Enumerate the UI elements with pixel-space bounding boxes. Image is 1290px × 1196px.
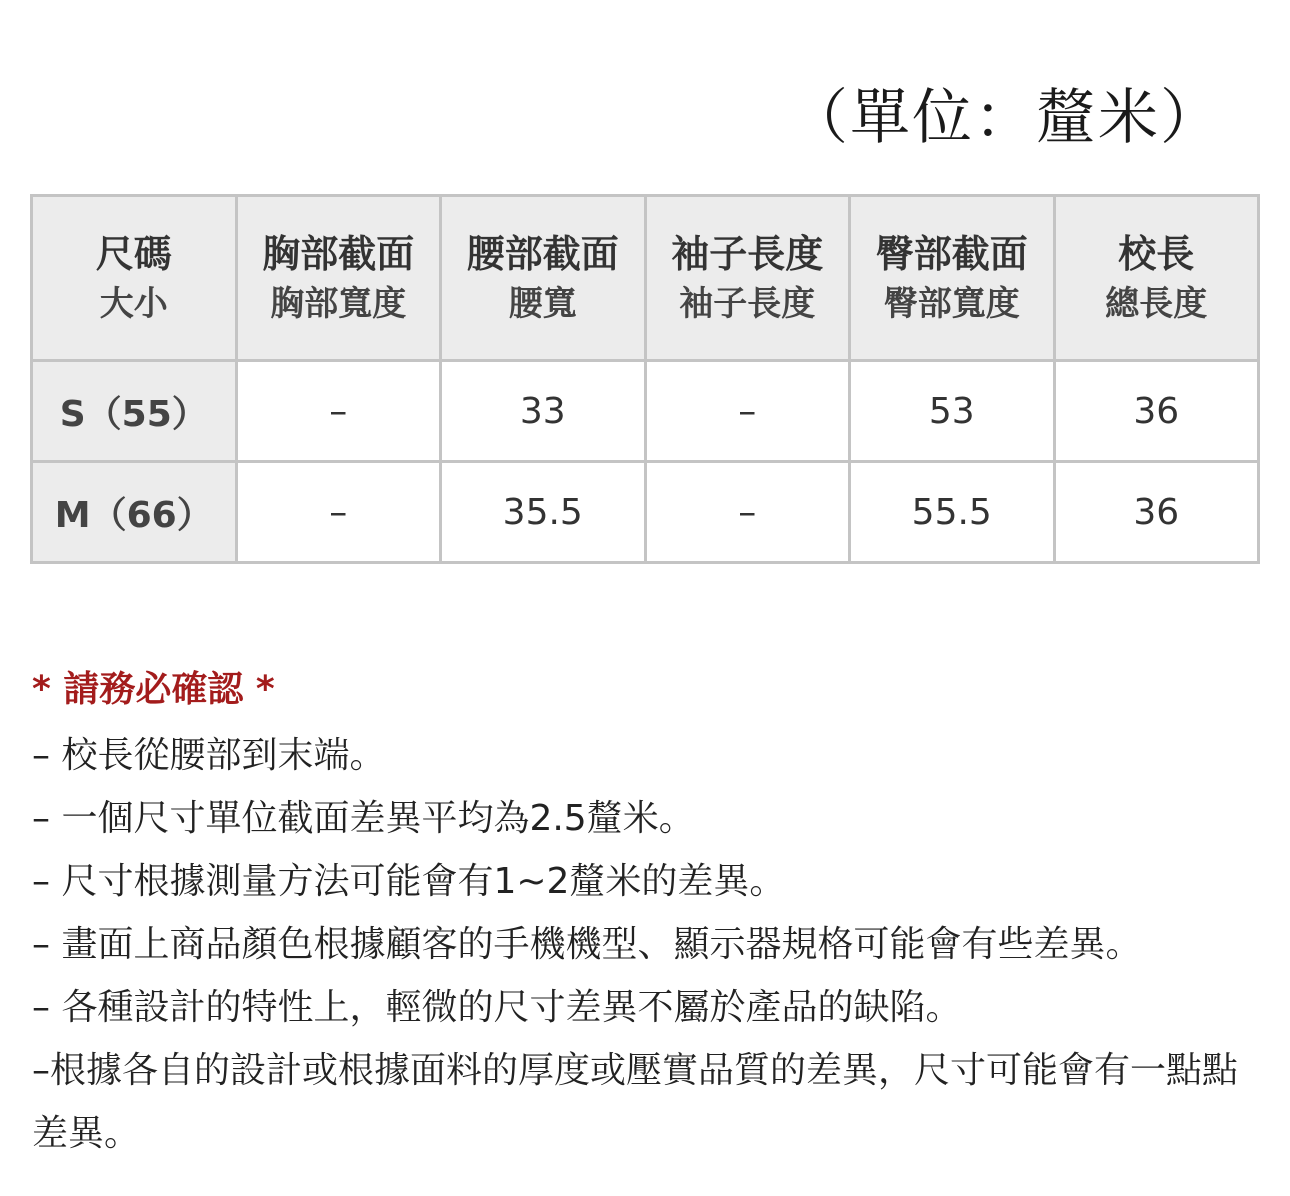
unit-note: （單位：釐米） bbox=[788, 83, 1222, 153]
note-item: – 校長從腰部到末端。 bbox=[32, 735, 386, 776]
header-sleeve-label: 袖子長度 bbox=[671, 232, 824, 276]
size-table bbox=[30, 194, 1260, 564]
header-chest-label: 胸部截面 bbox=[262, 232, 415, 276]
cell-length: 36 bbox=[1054, 462, 1259, 563]
header-hip-label: 臀部截面 bbox=[875, 232, 1028, 276]
header-length bbox=[1054, 196, 1259, 361]
header-chest-sublabel: 胸部寬度 bbox=[270, 284, 407, 324]
notes-section bbox=[32, 662, 1262, 1165]
cell-waist: 35.5 bbox=[441, 462, 646, 563]
cell-sleeve: – bbox=[645, 361, 850, 462]
cell-length: 36 bbox=[1054, 361, 1259, 462]
cell-chest: – bbox=[236, 361, 441, 462]
header-size bbox=[32, 196, 237, 361]
header-length-label: 校長 bbox=[1118, 232, 1195, 276]
cell-waist: 33 bbox=[441, 361, 646, 462]
header-length-sublabel: 總長度 bbox=[1105, 284, 1208, 324]
cell-sleeve: – bbox=[645, 462, 850, 563]
note-item: – 尺寸根據測量方法可能會有1~2釐米的差異。 bbox=[32, 861, 786, 902]
header-waist bbox=[441, 196, 646, 361]
table-row bbox=[32, 361, 1259, 462]
note-item: – 畫面上商品顏色根據顧客的手機機型、顯示器規格可能會有些差異。 bbox=[32, 924, 1142, 965]
notes-list bbox=[32, 724, 1262, 1165]
note-item: – 一個尺寸單位截面差異平均為2.5釐米。 bbox=[32, 798, 695, 839]
header-waist-sublabel: 腰寬 bbox=[508, 284, 577, 324]
header-chest bbox=[236, 196, 441, 361]
header-sleeve bbox=[645, 196, 850, 361]
header-size-label: 尺碼 bbox=[95, 232, 172, 276]
cell-hip: 55.5 bbox=[850, 462, 1055, 563]
header-waist-label: 腰部截面 bbox=[466, 232, 619, 276]
cell-size: M（66） bbox=[32, 462, 237, 563]
notes-title: * 請務必確認 * bbox=[32, 669, 275, 710]
header-sleeve-sublabel: 袖子長度 bbox=[679, 284, 816, 324]
header-size-sublabel: 大小 bbox=[99, 284, 168, 324]
cell-hip: 53 bbox=[850, 361, 1055, 462]
cell-size: S（55） bbox=[32, 361, 237, 462]
table-row bbox=[32, 462, 1259, 563]
table-header-row bbox=[32, 196, 1259, 361]
note-item: – 各種設計的特性上，輕微的尺寸差異不屬於產品的缺陷。 bbox=[32, 987, 962, 1028]
header-hip bbox=[850, 196, 1055, 361]
header-hip-sublabel: 臀部寬度 bbox=[883, 284, 1020, 324]
cell-chest: – bbox=[236, 462, 441, 563]
note-item: –根據各自的設計或根據面料的厚度或壓實品質的差異，尺寸可能會有一點點差異。 bbox=[32, 1050, 1239, 1154]
